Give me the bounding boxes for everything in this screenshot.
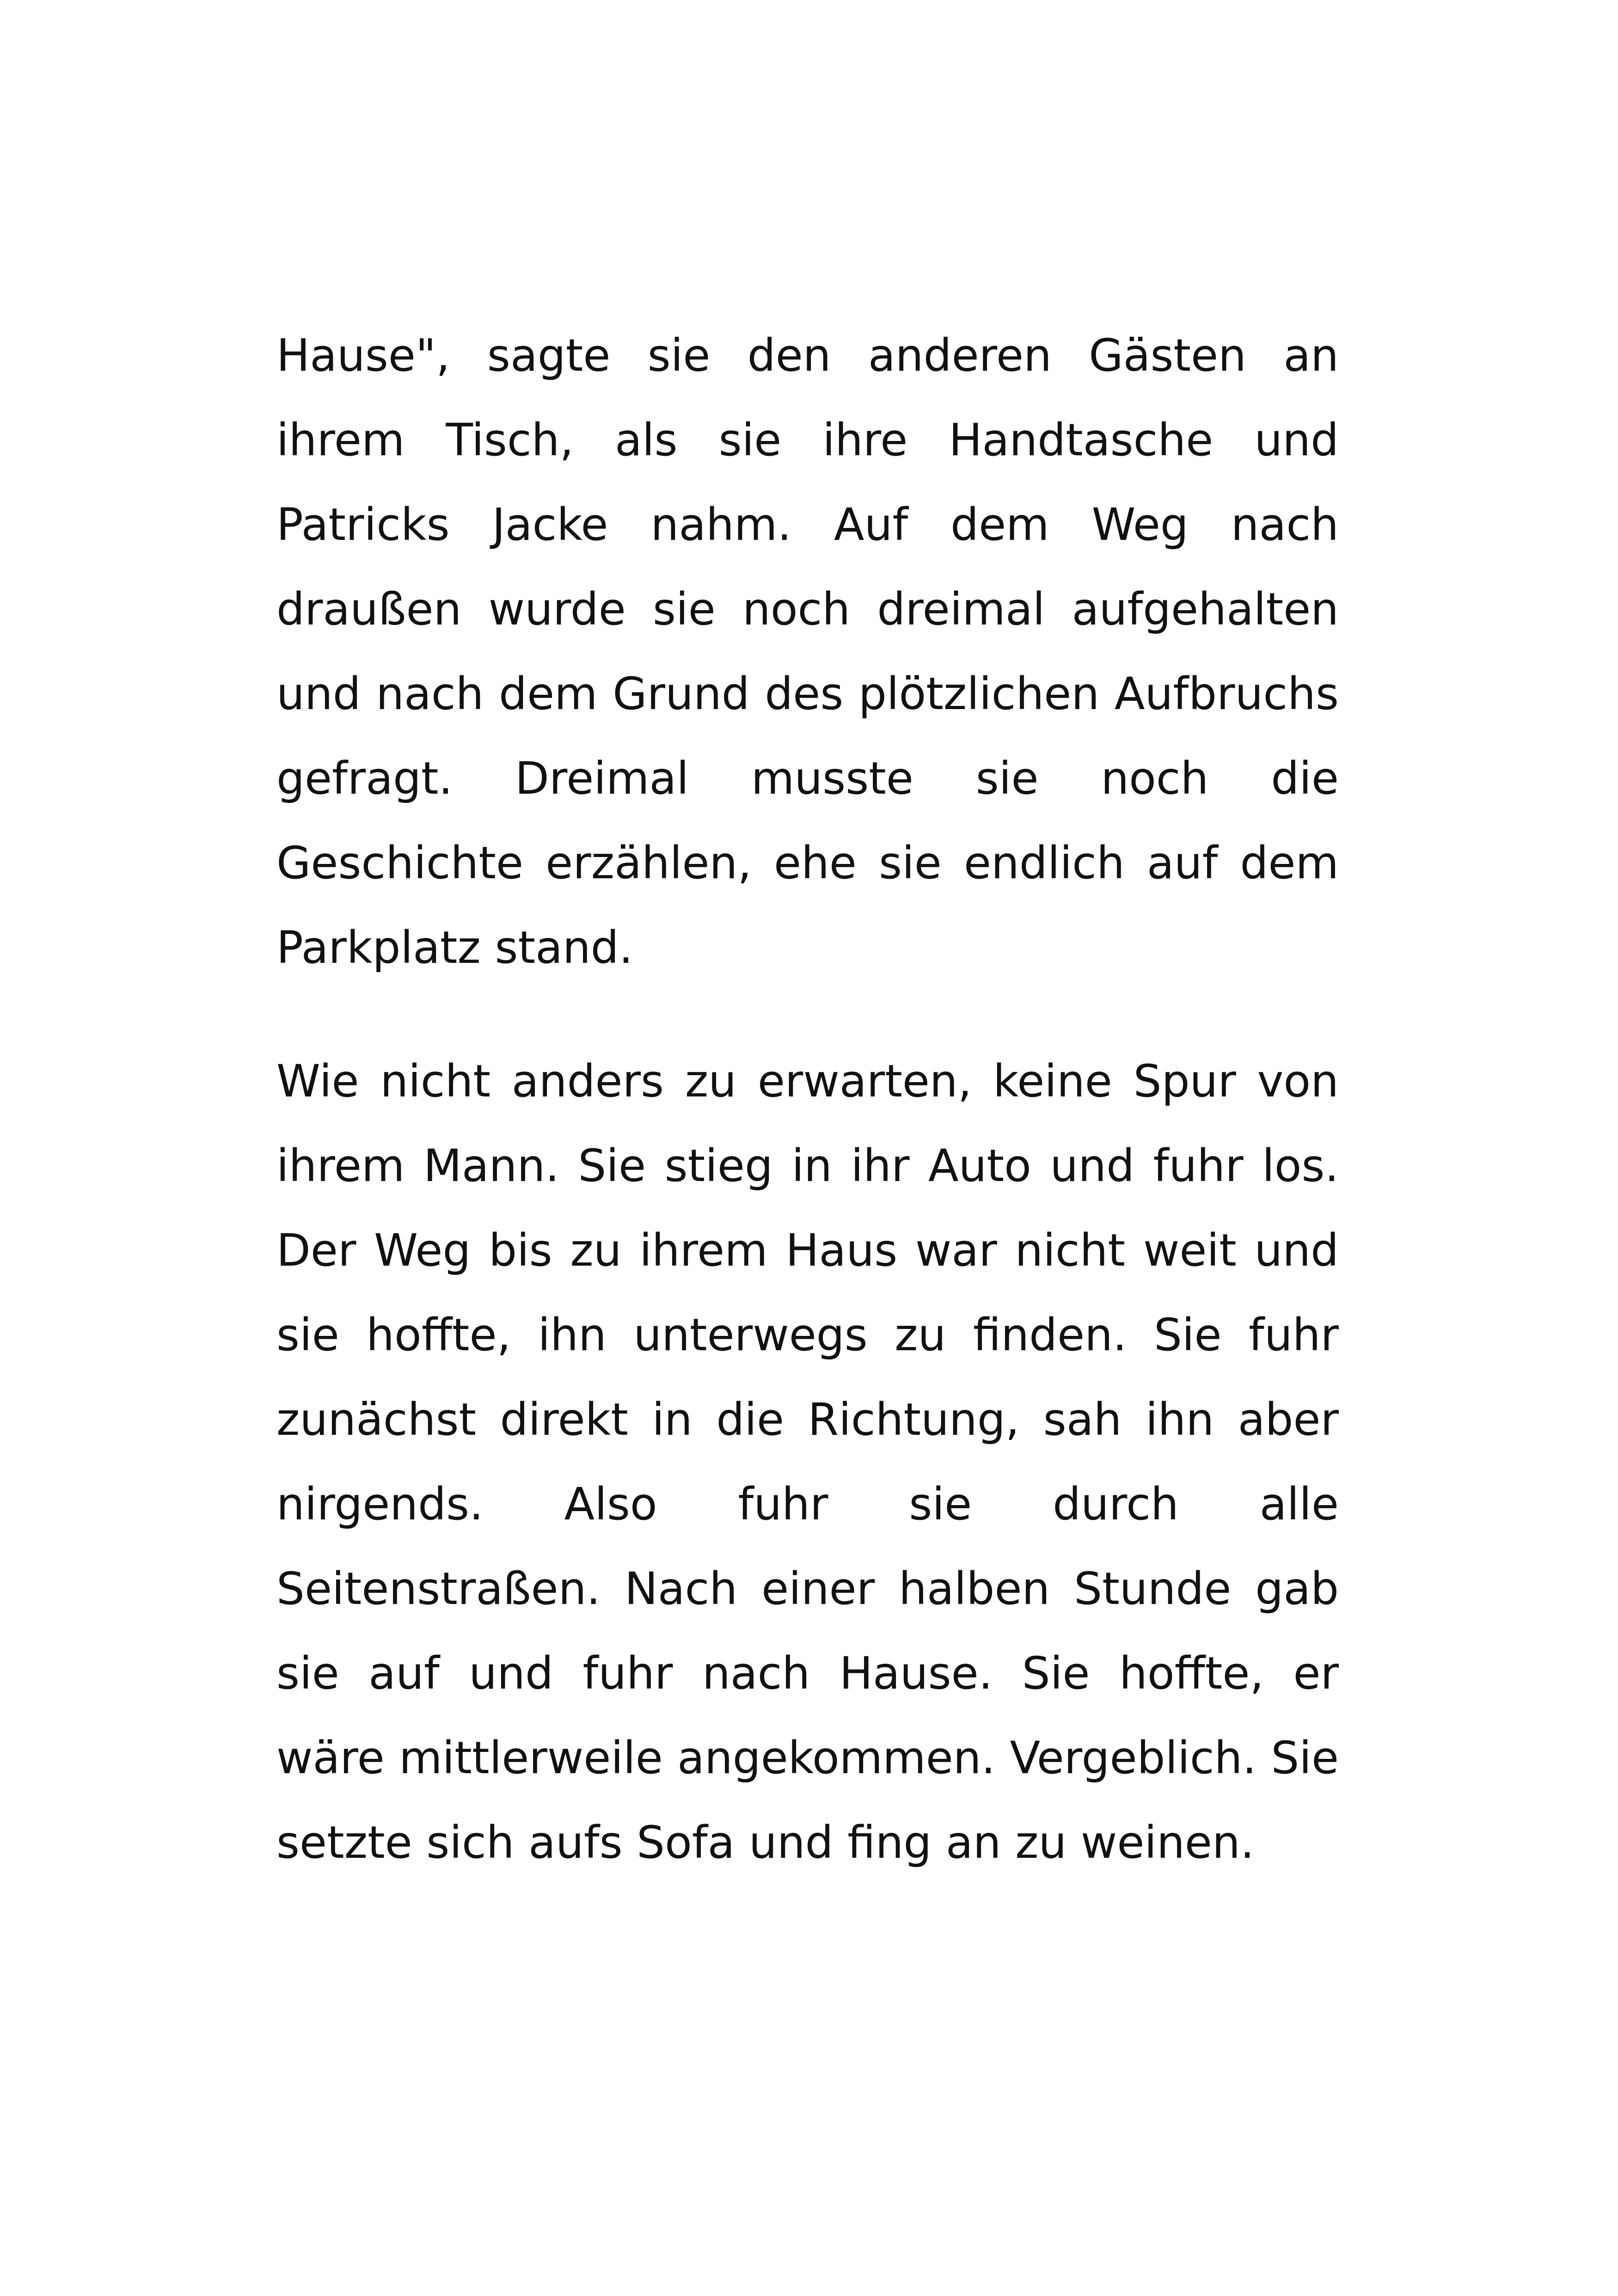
paragraph-1: Hause", sagte sie den anderen Gästen an ihrem Tisch, als sie ihre Handtasche und Patricks Jacke nahm. Auf dem Weg nach draußen wurde sie noch dreimal aufgehalten und nach dem Grund des plötzlichen Aufbruchs gefragt. Dreimal musste sie noch die Geschichte erzählen, ehe sie endlich auf dem Parkplatz stand. [276,330,1339,974]
paragraph-2: Wie nicht anders zu erwarten, keine Spur von ihrem Mann. Sie stieg in ihr Auto und fuhr los. Der Weg bis zu ihrem Haus war nicht weit und sie hoffte, ihn unterwegs zu finden. Sie fuhr zunächst direkt in die Richtung, sah ihn aber nirgends. Also fuhr sie durch alle Seitenstraßen. Nach einer halben Stunde gab sie auf und fuhr nach Hause. Sie hoffte, er wäre mittlerweile angekommen. Vergeblich. Sie setzte sich aufs Sofa und fing an zu weinen. [276,1055,1339,1868]
